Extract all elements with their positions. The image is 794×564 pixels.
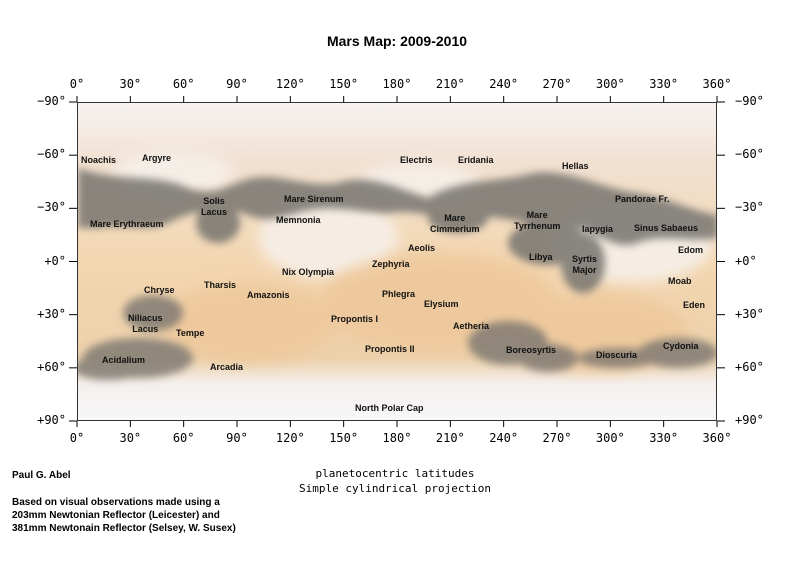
- longitude-tick-label: 150°: [329, 77, 359, 91]
- note-line: 203mm Newtonian Reflector (Leicester) and: [12, 510, 220, 521]
- label-north-polar-cap: North Polar Cap: [355, 403, 424, 413]
- label-noachis: Noachis: [81, 155, 117, 165]
- latitude-tick-label: +90°: [735, 413, 764, 427]
- label-acidalium: Acidalium: [102, 355, 146, 365]
- longitude-tick-label: 210°: [435, 431, 465, 445]
- longitude-tick-label: 210°: [435, 77, 465, 91]
- mars-map: [77, 102, 717, 421]
- label-amazonis: Amazonis: [247, 290, 290, 300]
- label-phlegra: Phlegra: [382, 289, 416, 299]
- label-chryse: Chryse: [144, 285, 175, 295]
- latitude-tick-label: +60°: [735, 359, 764, 374]
- label-sinus-sabaeus: Sinus Sabaeus: [634, 223, 699, 233]
- label-edom: Edom: [678, 245, 704, 255]
- label-eden: Eden: [683, 300, 706, 310]
- latitude-tick-label: +0°: [44, 253, 66, 268]
- label-mare-erythraeum: Mare Erythraeum: [90, 219, 164, 229]
- label-zephyria: Zephyria: [372, 259, 410, 269]
- projection-note: [260, 466, 530, 496]
- label-argyre: Argyre: [142, 153, 172, 163]
- label-eridania: Eridania: [458, 155, 494, 165]
- longitude-tick-label: 270°: [542, 77, 572, 91]
- longitude-tick-label: 60°: [172, 431, 195, 445]
- latitude-tick-label: −90°: [37, 94, 66, 108]
- label-tharsis: Tharsis: [204, 280, 237, 290]
- note-line: 381mm Newtonain Reflector (Selsey, W. Susex): [12, 523, 236, 534]
- label-dioscuria: Dioscuria: [596, 350, 638, 360]
- latitude-tick-label: +90°: [37, 413, 66, 427]
- label-syrtis-major: Syrtis Major: [572, 254, 598, 275]
- longitude-tick-label: 270°: [542, 431, 572, 445]
- label-solis-lacus: Solis Lacus: [201, 196, 228, 217]
- note-line: Based on visual observations made using a: [12, 497, 220, 508]
- label-moab: Moab: [668, 276, 692, 286]
- longitude-tick-label: 330°: [649, 77, 679, 91]
- longitude-tick-label: 240°: [489, 77, 519, 91]
- label-iapygia: Iapygia: [582, 224, 614, 234]
- longitude-tick-label: 300°: [595, 77, 625, 91]
- longitude-tick-label: 90°: [226, 77, 248, 91]
- longitude-tick-label: 330°: [649, 431, 679, 445]
- latitude-tick-label: −60°: [735, 147, 764, 162]
- longitude-tick-label: 60°: [172, 77, 195, 91]
- latitude-tick-label: +30°: [37, 306, 66, 321]
- label-memnonia: Memnonia: [276, 215, 321, 225]
- label-cydonia: Cydonia: [663, 341, 699, 351]
- latitude-tick-label: −90°: [735, 94, 764, 108]
- label-arcadia: Arcadia: [210, 362, 244, 372]
- longitude-tick-label: 90°: [226, 431, 248, 445]
- latitude-tick-label: −60°: [37, 147, 66, 162]
- longitude-tick-label: 0°: [69, 431, 85, 445]
- latitude-tick-label: −30°: [735, 200, 764, 215]
- longitude-tick-label: 180°: [382, 77, 412, 91]
- longitude-tick-label: 0°: [69, 77, 85, 91]
- projection-line: planetocentric latitudes: [315, 467, 475, 480]
- label-libya: Libya: [529, 252, 553, 262]
- longitude-tick-label: 300°: [595, 431, 625, 445]
- label-propontis-2: Propontis II: [365, 344, 415, 354]
- projection-line: Simple cylindrical projection: [298, 482, 492, 495]
- label-pandorae-fr: Pandorae Fr.: [615, 194, 670, 204]
- longitude-tick-label: 150°: [329, 431, 359, 445]
- author-name: Paul G. Abel: [12, 470, 71, 481]
- label-tempe: Tempe: [176, 328, 205, 338]
- label-hellas: Hellas: [562, 161, 589, 171]
- longitude-tick-label: 180°: [382, 431, 412, 445]
- label-elysium: Elysium: [424, 299, 459, 309]
- longitude-tick-label: 30°: [119, 77, 142, 91]
- label-mare-tyrrhenum: Mare Tyrrhenum: [514, 210, 561, 231]
- latitude-tick-label: +60°: [37, 359, 66, 374]
- label-niliacus-lacus: Niliacus Lacus: [128, 313, 163, 334]
- label-nix-olympia: Nix Olympia: [282, 267, 335, 277]
- map-title: Mars Map: 2009-2010: [326, 33, 468, 49]
- label-propontis-1: Propontis I: [331, 314, 378, 324]
- label-aeolis: Aeolis: [408, 243, 436, 253]
- latitude-tick-label: +30°: [735, 306, 764, 321]
- longitude-tick-label: 360°: [702, 431, 732, 445]
- label-mare-sirenum: Mare Sirenum: [284, 194, 344, 204]
- label-boreosyrtis: Boreosyrtis: [506, 345, 557, 355]
- longitude-tick-label: 240°: [489, 431, 519, 445]
- observation-notes: [12, 496, 236, 535]
- latitude-tick-label: −30°: [37, 200, 66, 215]
- longitude-tick-label: 120°: [275, 431, 305, 445]
- longitude-tick-label: 360°: [702, 77, 732, 91]
- longitude-tick-label: 120°: [275, 77, 305, 91]
- label-mare-cimmerium: Mare Cimmerium: [430, 213, 480, 234]
- label-aetheria: Aetheria: [453, 321, 490, 331]
- longitude-tick-label: 30°: [119, 431, 142, 445]
- latitude-tick-label: +0°: [735, 253, 757, 268]
- label-electris: Electris: [400, 155, 433, 165]
